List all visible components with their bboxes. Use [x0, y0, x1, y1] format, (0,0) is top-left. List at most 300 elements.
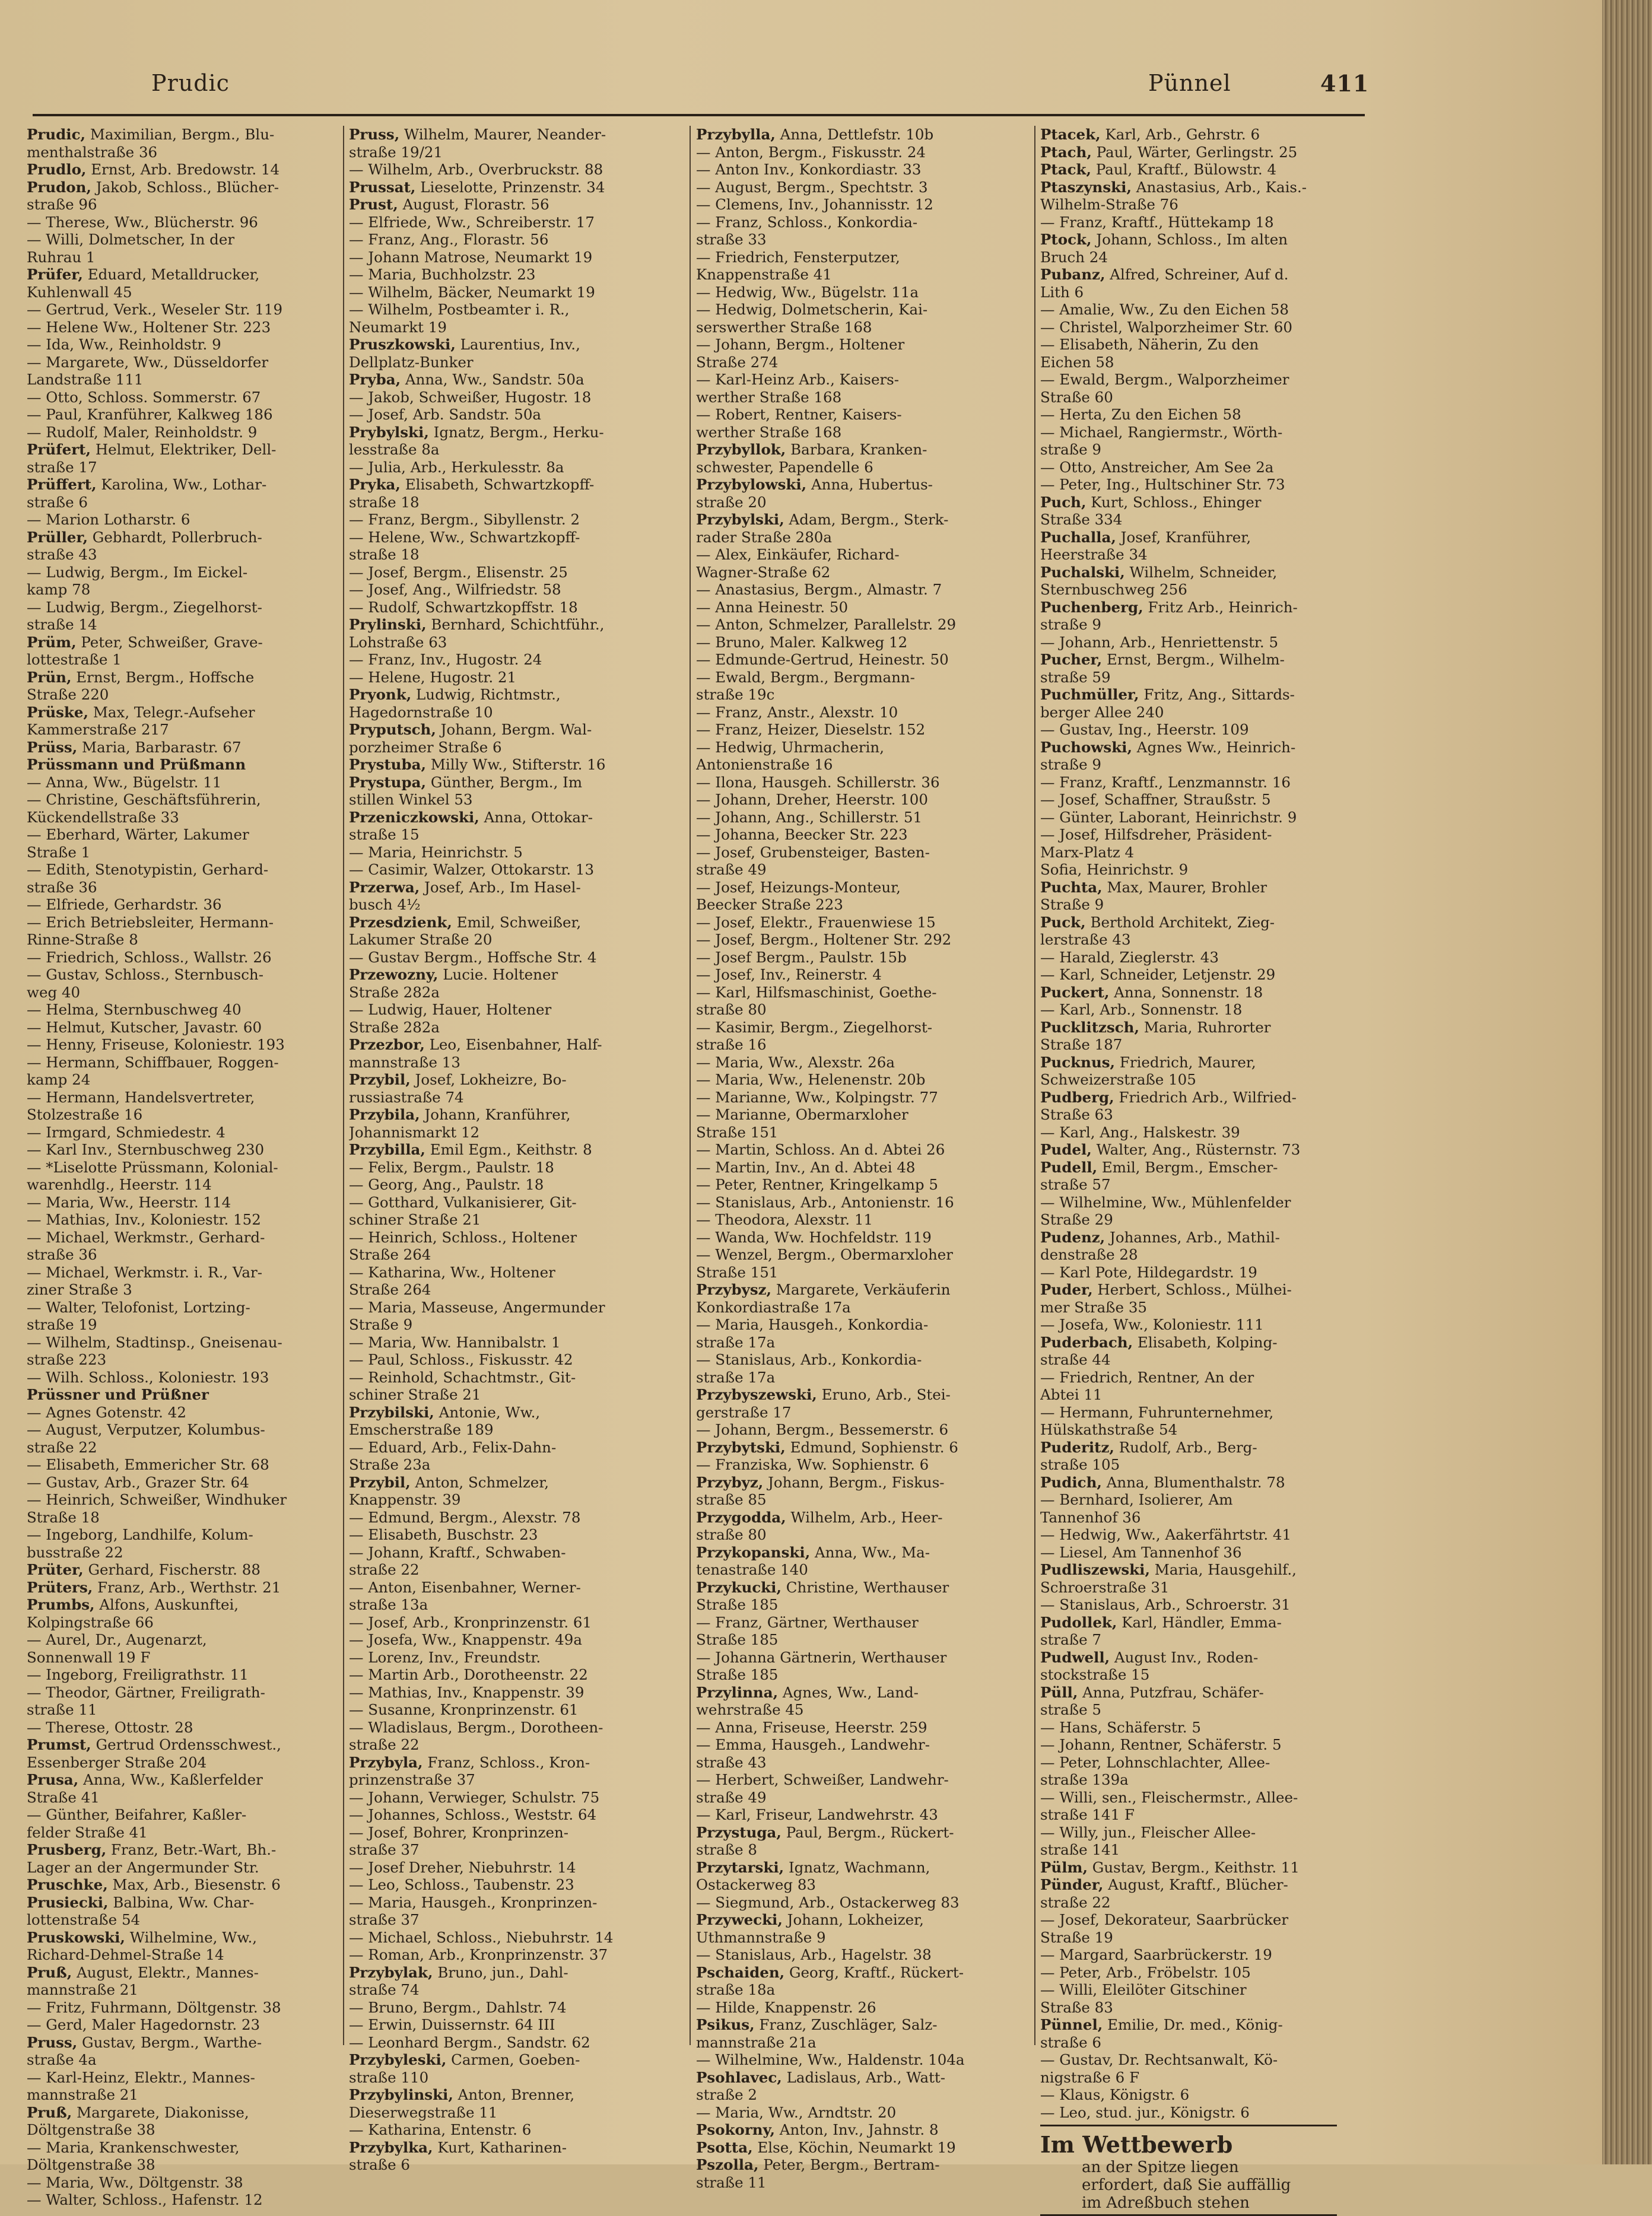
- entry-text: Straße 185: [696, 1631, 779, 1648]
- entry-text: straße 110: [349, 2068, 429, 2086]
- directory-line: [349, 249, 660, 266]
- entry-text: Josef, Kranführer,: [1116, 528, 1251, 546]
- entry-text: — Gertrud, Verk., Weseler Str. 119: [27, 301, 283, 318]
- entry-text: — Harald, Zieglerstr. 43: [1040, 948, 1219, 966]
- entry-text: — Helene Ww., Holtener Str. 223: [27, 318, 271, 336]
- entry-text: Johann, Lokheizer,: [782, 1911, 924, 1928]
- entry-text: Johann, Kranführer,: [420, 1106, 571, 1123]
- directory-line: [349, 1649, 660, 1667]
- entry-text: — Franz, Heizer, Dieselstr. 152: [696, 721, 926, 738]
- directory-line: [696, 476, 1008, 494]
- entry-text: Else, Köchin, Neumarkt 19: [752, 2138, 956, 2156]
- entry-surname: Püll,: [1040, 1683, 1078, 1701]
- directory-line: [1040, 1701, 1352, 1719]
- directory-line: [349, 1334, 660, 1352]
- book-spine: [1602, 0, 1652, 2164]
- directory-line: [1040, 634, 1352, 651]
- entry-text: Karl, Händler, Emma-: [1117, 1613, 1282, 1631]
- directory-line: [27, 721, 338, 739]
- directory-line: [349, 1946, 660, 1964]
- entry-text: — Maria, Ww., Döltgenstr. 38: [27, 2173, 243, 2191]
- directory-line: [349, 1439, 660, 1457]
- entry-surname: Przybyz,: [696, 1473, 764, 1491]
- entry-text: — Josef, Grubensteiger, Basten-: [696, 843, 930, 861]
- entry-text: — Bernhard, Isolierer, Am: [1040, 1491, 1233, 1508]
- directory-line: [349, 1159, 660, 1177]
- entry-text: Günther, Bergm., Im: [426, 773, 583, 791]
- entry-text: — Maria, Ww., Heerstr. 114: [27, 1193, 231, 1211]
- entry-text: — Johannes, Schloss., Weststr. 64: [349, 1806, 597, 1823]
- directory-line: [696, 949, 1008, 966]
- directory-line: [1040, 284, 1352, 301]
- entry-text: — Elfriede, Gerhardstr. 36: [27, 896, 222, 913]
- entry-text: — Leo, Schloss., Taubenstr. 23: [349, 1876, 574, 1893]
- entry-text: — Bruno, Maler. Kalkweg 12: [696, 633, 908, 651]
- entry-text: Josef, Lokheizre, Bo-: [410, 1071, 567, 1088]
- entry-text: — Elisabeth, Buschstr. 23: [349, 1526, 538, 1543]
- entry-text: Straße 264: [349, 1246, 431, 1263]
- entry-surname: Puchowski,: [1040, 738, 1133, 756]
- entry-text: Helmut, Elektriker, Dell-: [91, 441, 277, 458]
- entry-text: Lager an der Angermunder Str.: [27, 1858, 259, 1876]
- directory-line: [696, 2051, 1008, 2069]
- directory-line: [27, 1649, 338, 1667]
- directory-line: [696, 1474, 1008, 1492]
- directory-line: [349, 1929, 660, 1947]
- column-3: [696, 126, 1008, 2191]
- entry-surname: Przykucki,: [696, 1578, 781, 1596]
- directory-line: [27, 196, 338, 214]
- entry-text: — Rudolf, Schwartzkopffstr. 18: [349, 598, 578, 616]
- directory-line: [1040, 1141, 1352, 1159]
- entry-text: Josef, Arb., Im Hasel-: [420, 878, 581, 896]
- directory-line: [349, 1299, 660, 1317]
- entry-text: — Anastasius, Bergm., Almastr. 7: [696, 581, 942, 598]
- directory-line: [349, 1614, 660, 1632]
- directory-line: [696, 966, 1008, 984]
- directory-line: [696, 161, 1008, 179]
- directory-line: [27, 739, 338, 756]
- entry-text: — Maria, Heinrichstr. 5: [349, 843, 523, 861]
- entry-text: straße 6: [27, 493, 88, 511]
- entry-text: Friedrich Arb., Wilfried-: [1114, 1088, 1297, 1106]
- entry-text: rader Straße 280a: [696, 528, 832, 546]
- directory-line: [27, 1089, 338, 1107]
- entry-text: — Amalie, Ww., Zu den Eichen 58: [1040, 301, 1289, 318]
- directory-line: [27, 1071, 338, 1089]
- entry-surname: Prylinski,: [349, 616, 427, 633]
- entry-text: — Michael, Werkmstr., Gerhard-: [27, 1228, 265, 1246]
- directory-line: [1040, 581, 1352, 599]
- entry-text: Anna, Dettlefstr. 10b: [775, 126, 934, 143]
- entry-text: — Robert, Rentner, Kaisers-: [696, 406, 902, 423]
- entry-text: — Ludwig, Bergm., Ziegelhorst-: [27, 598, 262, 616]
- directory-line: [696, 2139, 1008, 2157]
- entry-text: — Eduard, Arb., Felix-Dahn-: [349, 1438, 557, 1456]
- directory-line: [696, 179, 1008, 196]
- directory-line: [349, 1684, 660, 1702]
- entry-text: — Elisabeth, Emmericher Str. 68: [27, 1456, 269, 1473]
- entry-text: Paul, Wärter, Gerlingstr. 25: [1091, 143, 1298, 161]
- entry-text: Anna, Ottokar-: [479, 808, 593, 826]
- entry-text: lottenstraße 54: [27, 1911, 141, 1928]
- directory-line: [27, 1666, 338, 1684]
- entry-text: — Michael, Schloss., Niebuhrstr. 14: [349, 1928, 614, 1946]
- directory-line: [349, 266, 660, 284]
- entry-text: — Herta, Zu den Eichen 58: [1040, 406, 1241, 423]
- entry-text: Fritz, Ang., Sittards-: [1139, 686, 1295, 703]
- directory-line: [27, 704, 338, 721]
- entry-text: Anna, Hubertus-: [806, 476, 933, 493]
- entry-surname: Ptacek,: [1040, 126, 1101, 143]
- entry-text: — Marianne, Obermarxloher: [696, 1106, 908, 1123]
- entry-text: — Franz, Bergm., Sibyllenstr. 2: [349, 511, 580, 528]
- entry-surname: Psohlavec,: [696, 2068, 782, 2086]
- entry-text: Gustav, Bergm., Warthe-: [77, 2033, 262, 2051]
- directory-line: [349, 599, 660, 616]
- entry-text: Dellplatz-Bunker: [349, 353, 474, 371]
- directory-line: [696, 284, 1008, 301]
- directory-line: [696, 1964, 1008, 1982]
- directory-line: [349, 1264, 660, 1282]
- entry-text: — Jakob, Schweißer, Hugostr. 18: [349, 388, 592, 406]
- entry-text: — Gerd, Maler Hagedornstr. 23: [27, 2016, 260, 2033]
- entry-text: — Liesel, Am Tannenhof 36: [1040, 1543, 1242, 1561]
- directory-line: [27, 1194, 338, 1212]
- entry-text: — Johann Matrose, Neumarkt 19: [349, 248, 593, 266]
- directory-line: [349, 651, 660, 669]
- entry-text: — Maria, Buchholzstr. 23: [349, 266, 536, 283]
- directory-line: [1040, 599, 1352, 616]
- entry-text: straße 5: [1040, 1701, 1101, 1718]
- directory-line: [27, 2139, 338, 2157]
- directory-line: [349, 826, 660, 844]
- entry-text: — Maria, Ww., Alexstr. 26a: [696, 1053, 895, 1071]
- directory-line: [349, 966, 660, 984]
- directory-line: [27, 354, 338, 371]
- directory-line: [27, 686, 338, 704]
- entry-text: Straße 1: [27, 843, 91, 861]
- advert-line-3: im Adreßbuch stehen: [1082, 2194, 1250, 2212]
- entry-text: Gerhard, Fischerstr. 88: [83, 1561, 260, 1578]
- directory-line: [27, 879, 338, 896]
- directory-line: [1040, 231, 1352, 249]
- entry-surname: Przybil,: [349, 1071, 411, 1088]
- directory-line: [27, 2104, 338, 2122]
- column-4: [1040, 126, 1352, 2216]
- directory-line: [1040, 1264, 1352, 1282]
- entry-text: — Edmunde-Gertrud, Heinestr. 50: [696, 651, 949, 668]
- directory-line: [27, 1334, 338, 1352]
- entry-text: — August, Bergm., Spechtstr. 3: [696, 178, 928, 196]
- entry-surname: Prusberg,: [27, 1841, 107, 1858]
- directory-line: [1040, 1439, 1352, 1457]
- directory-line: [1040, 949, 1352, 966]
- entry-surname: Prüters,: [27, 1578, 93, 1596]
- directory-line: [349, 144, 660, 161]
- entry-text: prinzenstraße 37: [349, 1771, 475, 1788]
- entry-surname: Puchta,: [1040, 878, 1103, 896]
- entry-text: — Lorenz, Inv., Freundstr.: [349, 1648, 541, 1666]
- entry-surname: Prüter,: [27, 1561, 84, 1578]
- directory-line: [349, 1404, 660, 1422]
- entry-text: mannstraße 21a: [696, 2033, 817, 2051]
- directory-line: [1040, 826, 1352, 844]
- entry-text: Straße 334: [1040, 511, 1123, 528]
- entry-text: Maria, Ruhrorter: [1139, 1018, 1271, 1036]
- directory-line: [696, 1351, 1008, 1369]
- entry-text: Gebhardt, Pollerbruch-: [88, 528, 262, 546]
- entry-surname: Przylinna,: [696, 1683, 779, 1701]
- entry-text: denstraße 28: [1040, 1246, 1138, 1263]
- entry-text: — Leo, stud. jur., Königstr. 6: [1040, 2103, 1250, 2121]
- entry-surname: Puch,: [1040, 493, 1086, 511]
- directory-line: [349, 1194, 660, 1212]
- entry-text: straße 80: [696, 1526, 767, 1543]
- entry-text: gerstraße 17: [696, 1403, 792, 1421]
- directory-line: [349, 896, 660, 914]
- entry-surname: Przybylowski,: [696, 476, 807, 493]
- directory-line: [349, 669, 660, 686]
- directory-line: [349, 1071, 660, 1089]
- entry-text: — Margarete, Ww., Düsseldorfer: [27, 353, 269, 371]
- directory-line: [1040, 669, 1352, 686]
- directory-line: [696, 1719, 1008, 1737]
- directory-line: [1040, 686, 1352, 704]
- entry-text: Anna, Ww., Ma-: [810, 1543, 930, 1561]
- directory-line: [696, 389, 1008, 406]
- directory-line: [27, 2034, 338, 2052]
- entry-text: — Leonhard Bergm., Sandstr. 62: [349, 2033, 590, 2051]
- directory-line: [696, 249, 1008, 266]
- entry-text: Kurt, Katharinen-: [433, 2138, 567, 2156]
- directory-line: [1040, 161, 1352, 179]
- entry-text: — Wilhelm, Stadtinsp., Gneisenau-: [27, 1333, 282, 1351]
- directory-line: [696, 336, 1008, 354]
- entry-surname: Przykopanski,: [696, 1543, 811, 1561]
- entry-surname: Pruß,: [27, 1963, 72, 1981]
- entry-surname: Prumbs,: [27, 1596, 95, 1613]
- directory-line: [1040, 1911, 1352, 1929]
- entry-surname: Pünder,: [1040, 1876, 1104, 1893]
- directory-line: [1040, 1369, 1352, 1387]
- directory-line: [349, 1666, 660, 1684]
- directory-line: [1040, 1491, 1352, 1509]
- entry-text: Edmund, Sophienstr. 6: [785, 1438, 958, 1456]
- entry-text: — Willi, Eleilöter Gitschiner: [1040, 1981, 1247, 1998]
- entry-text: — Marianne, Ww., Kolpingstr. 77: [696, 1088, 938, 1106]
- directory-line: [349, 774, 660, 791]
- entry-text: — Franz, Kraftf., Hüttekamp 18: [1040, 213, 1274, 231]
- entry-text: Dieserwegstraße 11: [349, 2103, 498, 2121]
- entry-text: straße 85: [696, 1491, 767, 1508]
- directory-line: [27, 511, 338, 529]
- directory-line: [1040, 1526, 1352, 1544]
- entry-text: straße 22: [1040, 1893, 1111, 1911]
- directory-line: [27, 1316, 338, 1334]
- directory-line: [349, 371, 660, 389]
- directory-line: [696, 931, 1008, 949]
- entry-text: Anna, Sonnenstr. 18: [1109, 983, 1263, 1001]
- entry-text: August, Kraftf., Blücher-: [1103, 1876, 1288, 1893]
- directory-line: [27, 1631, 338, 1649]
- entry-text: — Stanislaus, Arb., Antonienstr. 16: [696, 1193, 954, 1211]
- directory-line: [27, 844, 338, 861]
- entry-surname: Psikus,: [696, 2016, 755, 2033]
- directory-line: [696, 1194, 1008, 1212]
- entry-text: Stolzestraße 16: [27, 1106, 143, 1123]
- entry-text: — Friedrich, Rentner, An der: [1040, 1368, 1254, 1386]
- directory-line: [696, 651, 1008, 669]
- directory-line: [27, 914, 338, 931]
- directory-line: [1040, 2016, 1352, 2034]
- entry-text: straße 22: [349, 1736, 420, 1753]
- directory-line: [27, 336, 338, 354]
- entry-text: — Therese, Ottostr. 28: [27, 1718, 193, 1736]
- entry-text: Straße 220: [27, 686, 109, 703]
- entry-text: — August, Verputzer, Kolumbus-: [27, 1421, 265, 1438]
- entry-text: Milly Ww., Stifterstr. 16: [426, 756, 606, 773]
- entry-surname: Przezbor,: [349, 1036, 425, 1053]
- directory-line: [696, 721, 1008, 739]
- entry-text: Margarete, Diakonisse,: [72, 2103, 249, 2121]
- column-divider: [343, 126, 344, 2045]
- entry-text: — Gustav, Arb., Grazer Str. 64: [27, 1473, 249, 1491]
- entry-text: — Michael, Rangiermstr., Wörth-: [1040, 423, 1283, 441]
- entry-text: straße 57: [1040, 1176, 1111, 1193]
- entry-text: Franz, Arb., Werthstr. 21: [93, 1578, 281, 1596]
- directory-line: [349, 529, 660, 546]
- entry-surname: Pruskowski,: [27, 1928, 125, 1946]
- directory-line: [696, 1596, 1008, 1614]
- directory-line: [1040, 1001, 1352, 1019]
- directory-line: [27, 1806, 338, 1824]
- directory-line: [1040, 1894, 1352, 1912]
- directory-line: [349, 389, 660, 406]
- directory-line: [1040, 2034, 1352, 2052]
- directory-line: [696, 459, 1008, 476]
- directory-line: [349, 126, 660, 144]
- directory-line: [27, 651, 338, 669]
- entry-text: straße 43: [27, 546, 97, 563]
- entry-text: — Walter, Telofonist, Lortzing-: [27, 1298, 250, 1316]
- directory-line: [696, 144, 1008, 161]
- directory-line: [27, 1159, 338, 1177]
- entry-text: Laurentius, Inv.,: [455, 336, 580, 353]
- entry-text: straße 44: [1040, 1351, 1111, 1368]
- entry-text: — Anton Inv., Konkordiastr. 33: [696, 161, 922, 178]
- entry-text: Sofia, Heinrichstr. 9: [1040, 861, 1189, 878]
- directory-line: [696, 1736, 1008, 1754]
- entry-surname: Przybyllok,: [696, 441, 786, 458]
- directory-line: [349, 1316, 660, 1334]
- directory-line: [696, 791, 1008, 809]
- entry-text: Lohstraße 63: [349, 633, 447, 651]
- entry-text: — Margard, Saarbrückerstr. 19: [1040, 1946, 1272, 1963]
- entry-text: straße 6: [1040, 2033, 1101, 2051]
- directory-line: [1040, 1946, 1352, 1964]
- entry-text: straße 80: [696, 1001, 767, 1018]
- entry-surname: Puder,: [1040, 1281, 1093, 1298]
- entry-surname: Przeniczkowski,: [349, 808, 479, 826]
- entry-text: straße 4a: [27, 2051, 97, 2068]
- directory-line: [1040, 861, 1352, 879]
- directory-line: [696, 1894, 1008, 1912]
- entry-surname: Puck,: [1040, 913, 1086, 931]
- directory-line: [27, 1754, 338, 1772]
- entry-text: Straße 60: [1040, 388, 1113, 406]
- directory-line: [27, 284, 338, 301]
- directory-line: [27, 126, 338, 144]
- entry-text: Anna, Blumenthalstr. 78: [1101, 1473, 1285, 1491]
- directory-line: [349, 179, 660, 196]
- entry-text: Georg, Kraftf., Rückert-: [784, 1963, 964, 1981]
- entry-text: straße 18a: [696, 1981, 776, 1998]
- directory-line: [1040, 1649, 1352, 1667]
- entry-text: — Anton, Eisenbahner, Werner-: [349, 1578, 581, 1596]
- entry-text: — Katharina, Ww., Holtener: [349, 1263, 555, 1281]
- directory-line: [27, 1474, 338, 1492]
- entry-surname: Przybilla,: [349, 1141, 425, 1158]
- directory-line: [696, 686, 1008, 704]
- directory-line: [27, 1859, 338, 1877]
- entry-text: Franz, Schloss., Kron-: [422, 1753, 590, 1771]
- entry-text: Straße 18: [27, 1508, 100, 1526]
- directory-line: [27, 1176, 338, 1194]
- entry-surname: Pruschke,: [27, 1876, 108, 1893]
- entry-text: Johann, Schloss., Im alten: [1091, 231, 1288, 248]
- directory-line: [349, 1701, 660, 1719]
- directory-line: [696, 1001, 1008, 1019]
- entry-surname: Prusiecki,: [27, 1893, 109, 1911]
- directory-line: [696, 1509, 1008, 1527]
- directory-line: [27, 634, 338, 651]
- directory-line: [696, 1649, 1008, 1667]
- entry-text: — Irmgard, Schmiedestr. 4: [27, 1123, 225, 1141]
- directory-line: [696, 1579, 1008, 1597]
- entry-text: Gertrud Ordensschwest.,: [91, 1736, 281, 1753]
- directory-line: [696, 1246, 1008, 1264]
- entry-text: Kammerstraße 217: [27, 721, 169, 738]
- entry-text: weg 40: [27, 983, 81, 1001]
- entry-text: — Bruno, Bergm., Dahlstr. 74: [349, 1998, 567, 2016]
- entry-text: Max, Arb., Biesenstr. 6: [107, 1876, 281, 1893]
- entry-text: — Franz, Ang., Florastr. 56: [349, 231, 549, 248]
- entry-text: Eruno, Arb., Stei-: [817, 1386, 951, 1403]
- directory-line: [1040, 774, 1352, 791]
- entry-text: Straße 23a: [349, 1456, 431, 1473]
- directory-line: [696, 1929, 1008, 1947]
- directory-line: [696, 2121, 1008, 2139]
- entry-text: Konkordiastraße 17a: [696, 1298, 851, 1316]
- entry-text: berger Allee 240: [1040, 703, 1164, 721]
- entry-text: — Felix, Bergm., Paulstr. 18: [349, 1158, 554, 1176]
- entry-text: Elisabeth, Schwartzkopff-: [400, 476, 595, 493]
- entry-text: straße 19c: [696, 686, 775, 703]
- entry-text: Hülskathstraße 54: [1040, 1421, 1178, 1438]
- directory-line: [696, 1404, 1008, 1422]
- directory-line: [27, 2156, 338, 2174]
- entry-surname: Prudlo,: [27, 161, 87, 178]
- entry-text: Uthmannstraße 9: [696, 1928, 826, 1946]
- directory-line: [349, 1106, 660, 1124]
- entry-text: — Julia, Arb., Herkulesstr. 8a: [349, 458, 564, 476]
- directory-line: [349, 1456, 660, 1474]
- directory-line: [1040, 266, 1352, 284]
- directory-line: [696, 1456, 1008, 1474]
- entry-text: — Willy, jun., Fleischer Allee-: [1040, 1823, 1256, 1841]
- directory-line: [1040, 1719, 1352, 1737]
